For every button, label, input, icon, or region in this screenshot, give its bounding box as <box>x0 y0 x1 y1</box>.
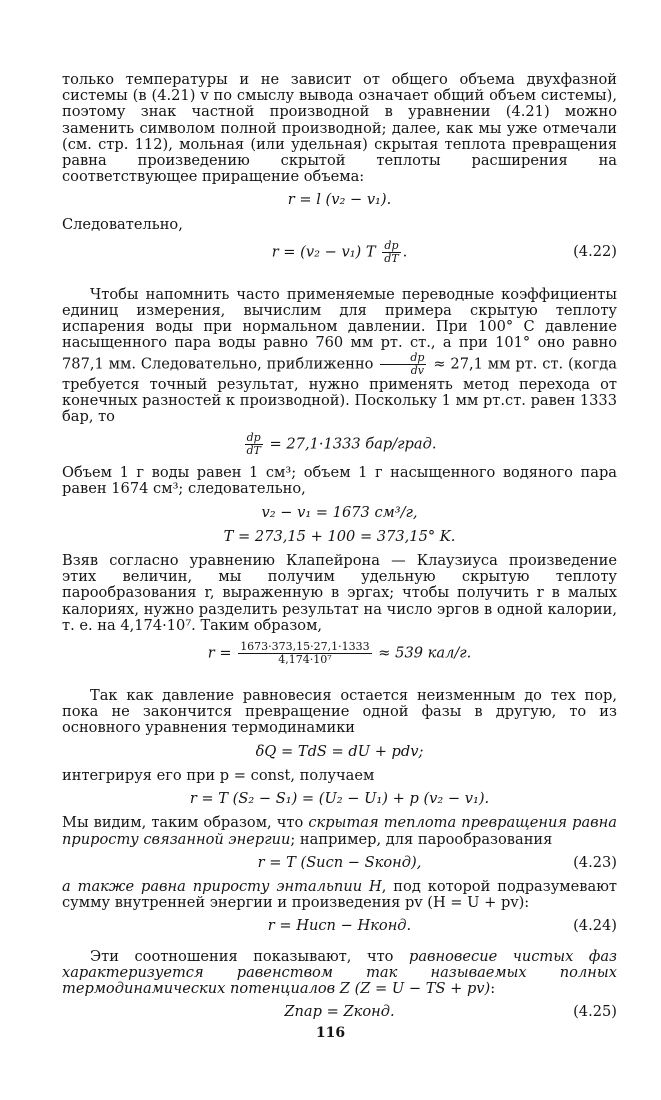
paragraph-2: Следовательно, <box>62 215 183 233</box>
equation-volume-diff <box>62 505 617 521</box>
equation-text: Zпар = Zконд. <box>284 1003 395 1021</box>
equation-number: (4.25) <box>573 1003 617 1021</box>
paragraph-text: : <box>490 979 496 997</box>
fraction-numerator: dp <box>380 352 426 365</box>
paragraph-1: только температуры и не зависит от общего объема двухфазной системы (в (4.21) v по смыслу вывода означает общий объем системы), поэтому знак частной производной в уравнении (4.21) можно заменить символом полной производной; далее, как мы уже отмечали (см. стр. 112), мольная (или удельная) скрытая теплота превращения равна произведению скрытой теплоты расширения на соответствующее приращение объема: <box>62 71 617 186</box>
paragraph-6: Так как давление равновесия остается неизменным до тех пор, пока не закончится превращение одной фазы в другую, то из основного уравнения термодинамики <box>62 687 617 737</box>
equation-text: r = Hисп − Hконд. <box>267 917 412 935</box>
equation-4-24 <box>62 918 617 934</box>
paragraph-7: интегрируя его при p = const, получаем <box>62 766 375 784</box>
fraction-denominator: dv <box>410 363 425 377</box>
paragraph-4: Объем 1 г воды равен 1 см³; объем 1 г насыщенного водяного пара равен 1674 см³; следовательно, <box>62 464 617 498</box>
paragraph-text: Мы видим, таким образом, что <box>62 814 309 832</box>
equation-text: r = (v₂ − v₁) T <box>271 243 376 261</box>
equation-text: r = T (Sисп − Sконд), <box>257 853 422 871</box>
equation-latent-heat <box>62 192 617 208</box>
fraction <box>245 432 263 457</box>
equation-number: (4.22) <box>573 243 617 261</box>
italic-text: равновесие чистых фаз характеризуется равенством так называемых полных термодинамических потенциалов Z (Z = U − TS + pv) <box>62 947 617 997</box>
equation-text: v₂ − v₁ = 1673 см³/г, <box>261 503 418 521</box>
paragraph-text: Эти соотношения показывают, что <box>90 947 409 965</box>
italic-text: скрытая теплота превращения равна приросту связанной энергии <box>62 814 617 848</box>
equation-integrated <box>62 791 617 807</box>
fraction <box>380 352 426 377</box>
fraction-numerator: dp <box>245 432 263 445</box>
paragraph-3 <box>62 287 617 425</box>
paragraph-text: , под которой подразумевают сумму внутренней энергии и произведения pv (H = U + pv): <box>62 877 617 912</box>
equation-number: (4.23) <box>573 853 617 871</box>
fraction <box>238 641 371 666</box>
paragraph-text: ≈ 27,1 мм рт. ст. (когда требуется точный результат, нужно применять метод перехода от конечных разностей к производной). Поскольку 1 мм рт.ст. равен 1333 бар, то <box>62 355 617 426</box>
equation-text: = 27,1·1333 бар/град. <box>269 435 437 453</box>
fraction-denominator: 4,174·10⁷ <box>278 653 332 667</box>
equation-4-23 <box>62 855 617 871</box>
fraction-numerator: dp <box>382 240 400 253</box>
italic-text: а также равна приросту энтальпии H <box>62 877 382 895</box>
equation-dp-dt <box>62 432 617 457</box>
paragraph-text: Чтобы напомнить часто применяемые переводные коэффициенты единиц измерения, вычислим для примера скрытую теплоту испарения воды при нормальном давлении. При 100° С давление насыщенного пара воды равно 760 мм рт. ст., а при 101° оно равно 787,1 мм. Следовательно, приближенно <box>62 285 617 373</box>
fraction <box>382 240 400 265</box>
paragraph-8 <box>62 815 617 847</box>
fraction-denominator: dT <box>384 251 399 265</box>
equation-text: r = l (v₂ − v₁). <box>287 191 392 209</box>
equation-4-22 <box>62 240 617 265</box>
paragraph-10 <box>62 949 617 998</box>
equation-text: T = 273,15 + 100 = 373,15° K. <box>223 527 456 545</box>
fraction-numerator: 1673·373,15·27,1·1333 <box>240 640 370 654</box>
equation-number: (4.24) <box>573 917 617 935</box>
equation-result <box>62 641 617 666</box>
page-number: 116 <box>315 1025 346 1041</box>
paragraph-5: Взяв согласно уравнению Клапейрона — Клаузиуса произведение этих величин, мы получим удельную скрытую теплоту парообразования r, выраженную в эргах; чтобы получить r в малых калориях, нужно разделить результат на число эргов в одной калории, т. е. на 4,174·10⁷. Таким образом, <box>62 552 617 634</box>
equation-text: ≈ 539 кал/г. <box>378 644 472 662</box>
equation-text: r = <box>207 644 232 662</box>
paragraph-9 <box>62 879 617 911</box>
fraction-denominator: dT <box>246 444 261 458</box>
paragraph-text: ; например, для парообразования <box>290 830 553 848</box>
equation-thermodynamics <box>62 744 617 760</box>
equation-4-25 <box>62 1004 617 1020</box>
equation-text: r = T (S₂ − S₁) = (U₂ − U₁) + p (v₂ − v₁). <box>189 790 490 808</box>
equation-end: . <box>402 243 408 261</box>
equation-text: δQ = TdS = dU + pdv; <box>255 742 424 760</box>
equation-temperature <box>62 529 617 545</box>
